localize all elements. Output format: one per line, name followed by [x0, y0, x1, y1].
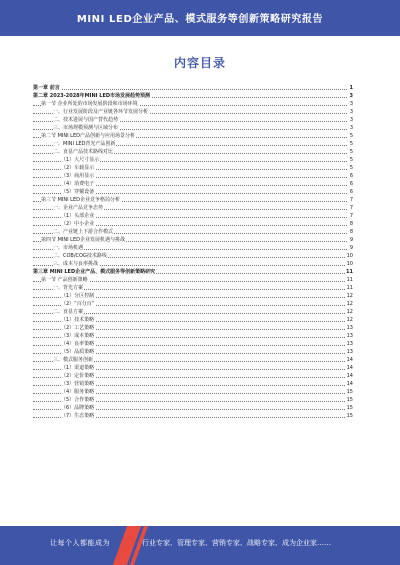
toc-entry[interactable]	[33, 348, 353, 356]
toc-entry[interactable]	[33, 356, 353, 364]
toc-entry[interactable]	[33, 228, 353, 236]
toc-entry-page: 9	[349, 237, 353, 243]
toc-entry-page: 13	[346, 325, 353, 331]
toc-entry[interactable]	[33, 164, 353, 172]
toc-entry-page: 5	[349, 141, 353, 147]
toc-entry-label: 第三节 MINI LED企业竞争格局分析	[41, 197, 120, 203]
toc-entry-label: 二、产业链上下游合作模式	[53, 229, 114, 235]
toc-entry[interactable]	[33, 260, 353, 268]
toc-entry[interactable]	[33, 284, 353, 292]
toc-entry-label: 第一章 前言	[33, 85, 60, 91]
toc-entry[interactable]	[33, 196, 353, 204]
toc-entry-label: （5）品质策略	[61, 349, 95, 355]
toc-entry-page: 10	[346, 261, 353, 267]
toc-entry-label: （1）大尺寸显示	[61, 157, 100, 163]
toc-entry-page: 11	[346, 285, 353, 291]
toc-entry[interactable]	[33, 244, 353, 252]
toc-entry-label: （4）服务策略	[61, 389, 95, 395]
toc-entry-label: 第四节 MINI LED企业发展机遇与挑战	[41, 237, 125, 243]
toc-entry-label: 第一节 产品创新策略	[41, 277, 88, 283]
toc-entry-page: 12	[346, 293, 353, 299]
toc-entry[interactable]	[33, 412, 353, 420]
toc-entry-page: 5	[349, 149, 353, 155]
toc-entry[interactable]	[33, 340, 353, 348]
footer-roles-text: 行业专家、管理专家、营销专家、战略专家、成为企业家……	[142, 539, 331, 547]
toc-entry-page: 13	[346, 333, 353, 339]
toc-entry-label: （3）营销策略	[61, 381, 95, 387]
toc-entry[interactable]	[33, 172, 353, 180]
toc-entry-page: 13	[346, 349, 353, 355]
toc-entry-page: 3	[349, 101, 353, 107]
toc-entry[interactable]	[33, 204, 353, 212]
toc-entry-label: （2）工艺策略	[61, 325, 95, 331]
toc-entry[interactable]	[33, 212, 353, 220]
toc-entry-label: （1）头部企业	[61, 213, 95, 219]
footer-tagline: 让每个人都能成为	[50, 539, 110, 547]
toc-entry-page: 14	[346, 357, 353, 363]
toc-entry-label: 第一节 企业所处的市场发展阶段和市场环境	[41, 101, 138, 107]
toc-entry-label: 一、市场机遇	[53, 245, 84, 251]
toc-entry[interactable]	[33, 148, 353, 156]
toc-entry-label: 一、MINI LED背光产品创新	[53, 141, 116, 147]
toc-entry-label: 三、市场规模预测与区域分布	[53, 125, 119, 131]
toc-entry-label: （2）“百分百”	[61, 301, 95, 307]
toc-entry-page: 7	[349, 213, 353, 219]
toc-entry[interactable]	[33, 252, 353, 260]
toc-entry[interactable]	[33, 84, 353, 92]
table-of-contents	[33, 84, 353, 514]
toc-entry-page: 14	[346, 365, 353, 371]
toc-entry-label: 第三章 MINI LED企业产品、模式服务等创新策略研究	[33, 269, 156, 275]
toc-entry[interactable]	[33, 140, 353, 148]
toc-entry-label: （2）定价策略	[61, 373, 95, 379]
toc-entry-page: 3	[349, 93, 353, 99]
toc-entry-label: （4）良率策略	[61, 341, 95, 347]
toc-entry-page: 7	[349, 197, 353, 203]
toc-entry[interactable]	[33, 300, 353, 308]
toc-entry[interactable]	[33, 372, 353, 380]
toc-entry-label: 二、直显方案	[53, 309, 84, 315]
toc-entry-page: 11	[346, 277, 353, 283]
toc-entry-page: 10	[346, 253, 353, 259]
toc-entry-page: 7	[349, 205, 353, 211]
toc-entry[interactable]	[33, 308, 353, 316]
toc-entry[interactable]	[33, 188, 353, 196]
toc-entry-label: 三、成本与良率挑战	[53, 261, 99, 267]
toc-entry[interactable]	[33, 108, 353, 116]
toc-entry[interactable]	[33, 388, 353, 396]
toc-entry[interactable]	[33, 276, 353, 284]
toc-entry-page: 15	[346, 405, 353, 411]
toc-entry-label: （5）穿戴设备	[61, 189, 95, 195]
toc-entry[interactable]	[33, 92, 353, 100]
toc-entry-label: 三、模式服务创新	[53, 357, 94, 363]
page-footer	[0, 526, 400, 565]
toc-entry-label: （4）消费电子	[61, 181, 95, 187]
toc-entry[interactable]	[33, 124, 353, 132]
toc-entry[interactable]	[33, 316, 353, 324]
toc-leader-dots	[33, 89, 347, 90]
toc-entry-label: （2）车载显示	[61, 165, 95, 171]
toc-entry-page: 11	[346, 269, 353, 275]
toc-entry-label: 一、企业产品竞争态势	[53, 205, 104, 211]
toc-entry-label: （1）技术策略	[61, 317, 95, 323]
toc-entry-label: （6）品牌策略	[61, 405, 95, 411]
toc-entry-page: 6	[349, 181, 353, 187]
toc-entry[interactable]	[33, 364, 353, 372]
report-title: MINI LED企业产品、模式服务等创新策略研究报告	[76, 14, 324, 25]
toc-entry-label: 第二章 2023-2028年MINI LED市场发展趋势预测	[33, 93, 151, 99]
toc-entry[interactable]	[33, 156, 353, 164]
toc-heading: 内容目录	[173, 56, 226, 70]
toc-entry[interactable]	[33, 332, 353, 340]
toc-entry-label: （5）合作策略	[61, 397, 95, 403]
toc-entry-page: 15	[346, 397, 353, 403]
toc-entry[interactable]	[33, 180, 353, 188]
toc-entry-page: 15	[346, 413, 353, 419]
toc-entry-label: 二、技术进展与国产替代趋势	[53, 117, 119, 123]
toc-entry-page: 3	[349, 117, 353, 123]
toc-entry-label: （1）渠道策略	[61, 365, 95, 371]
toc-entry-page: 5	[349, 133, 353, 139]
toc-entry-page: 14	[346, 381, 353, 387]
toc-entry-page: 8	[349, 229, 353, 235]
toc-entry[interactable]	[33, 396, 353, 404]
report-header	[0, 0, 400, 36]
toc-entry-page: 5	[349, 157, 353, 163]
toc-entry[interactable]	[33, 404, 353, 412]
toc-entry-page: 1	[349, 85, 353, 91]
toc-entry[interactable]	[33, 100, 353, 108]
toc-entry-page: 6	[349, 189, 353, 195]
toc-entry-label: （2）中小企业	[61, 221, 95, 227]
toc-entry-label: 第二节 MINI LED产品创新与应用场景分析	[41, 133, 135, 139]
toc-entry-page: 8	[349, 221, 353, 227]
toc-entry-label: （7）生态策略	[61, 413, 95, 419]
toc-entry[interactable]	[33, 220, 353, 228]
toc-entry[interactable]	[33, 236, 353, 244]
toc-entry[interactable]	[33, 268, 353, 276]
toc-entry-label: （3）商用显示	[61, 173, 95, 179]
toc-entry[interactable]	[33, 132, 353, 140]
toc-entry-page: 3	[349, 109, 353, 115]
toc-entry-label: 二、直显产品技术路线对比	[53, 149, 114, 155]
toc-entry-label: 二、COB/COG技术路线	[53, 253, 107, 259]
toc-entry[interactable]	[33, 380, 353, 388]
toc-entry-page: 6	[349, 173, 353, 179]
toc-entry-label: （3）成本策略	[61, 333, 95, 339]
toc-entry-page: 9	[349, 245, 353, 251]
toc-entry-label: （1）分区控制	[61, 293, 95, 299]
toc-entry-page: 12	[346, 301, 353, 307]
toc-entry-page: 5	[349, 165, 353, 171]
toc-entry-page: 12	[346, 317, 353, 323]
toc-entry-page: 3	[349, 125, 353, 131]
toc-entry[interactable]	[33, 116, 353, 124]
toc-entry-label: 一、背光方案	[53, 285, 84, 291]
toc-entry-page: 12	[346, 309, 353, 315]
toc-entry[interactable]	[33, 292, 353, 300]
toc-entry[interactable]	[33, 324, 353, 332]
toc-entry-label: 一、行业发展阶段及产业链各环节发展分析	[53, 109, 149, 115]
toc-entry-page: 14	[346, 373, 353, 379]
toc-entry-page: 13	[346, 341, 353, 347]
toc-entry-page: 15	[346, 389, 353, 395]
